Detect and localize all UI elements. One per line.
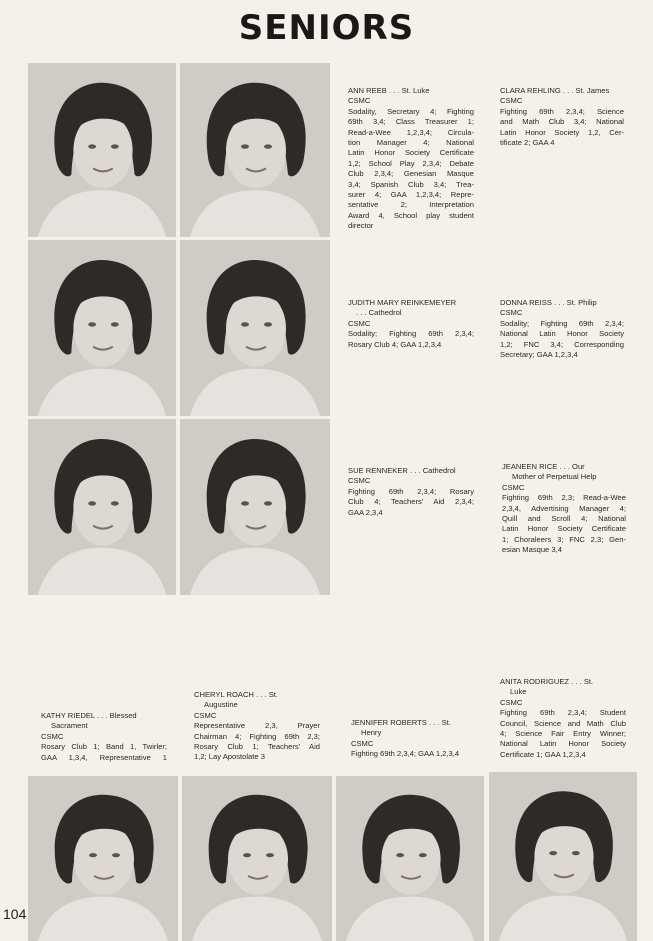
portrait-photo: [180, 419, 330, 595]
portrait-photo: [28, 240, 176, 416]
page-title: SENIORS: [238, 8, 415, 48]
student-name: KATHY RIEDEL . . . Blessed: [41, 711, 137, 720]
student-name: JENNIFER ROBERTS . . . St.: [351, 718, 451, 727]
student-bio: JUDITH MARY REINKEMEYER . . . Cathedrol CSMC Sodality; Fighting 69th 2,3,4; Rosary Club 4; GAA 1,2,3,4: [348, 298, 474, 349]
student-name: ANN REEB . . . St. Luke: [348, 86, 430, 95]
student-name: JUDITH MARY REINKEMEYER: [348, 298, 457, 307]
student-name: CHERYL ROACH . . . St.: [194, 690, 278, 699]
student-bio: SUE RENNEKER . . . Cathedrol CSMC Fighting 69th 2,3,4; Rosary Club 4; Teachers' Aid 2,3,4; GAA 2,3,4: [348, 466, 474, 517]
student-bio: DONNA REISS . . . St. Philip CSMC Sodality; Fighting 69th 2,3,4; National Latin Honor Society 1,2; FNC 3,4; Corresponding Secretary; GAA 1,2,3,4: [500, 298, 624, 360]
portrait-photo: [336, 776, 484, 941]
student-bio: JENNIFER ROBERTS . . . St. Henry CSMC Fighting 69th 2,3,4; GAA 1,2,3,4: [351, 718, 477, 760]
portrait-photo: [28, 776, 178, 941]
portrait-photo: [28, 63, 176, 237]
student-bio: KATHY RIEDEL . . . Blessed Sacrament CSMC Rosary Club 1; Band 1, Twirler; GAA 1,3,4, Representative 1: [41, 711, 167, 762]
student-name: CLARA REHLING . . . St. James: [500, 86, 610, 95]
page-number: 104: [3, 906, 27, 922]
student-name: ANITA RODRIGUEZ . . . St.: [500, 677, 594, 686]
student-name: SUE RENNEKER . . . Cathedrol: [348, 466, 456, 475]
portrait-photo: [182, 776, 332, 941]
portrait-photo: [180, 63, 330, 237]
portrait-photo: [180, 240, 330, 416]
portrait-photo: [28, 419, 176, 595]
student-bio: ANITA RODRIGUEZ . . . St. Luke CSMC Fighting 69th 2,3,4; Student Council, Science and Math Club 4; Science Fair Entry Winner; National Latin Honor Society Certificate 1; GAA 1,2,3,4: [500, 677, 626, 759]
student-bio: ANN REEB . . . St. Luke CSMC Sodality, Secretary 4; Fighting 69th 3,4; Class Treasurer 1; Read-a-Wee 1,2,3,4; Circula- tion Manager 4; National Latin Honor Society Certificate 1,2; School Play 2,3,4; Debate Club 2,3,4; Genesian Masque 3,4; Spanish Club 3,4; Trea- surer 4; GAA 1,2,3,4; Repre- sentative 2; Interpretation Award 4, School play student director: [348, 86, 474, 231]
portrait-photo: [489, 772, 637, 941]
student-bio: CHERYL ROACH . . . St. Augustine CSMC Representative 2,3, Prayer Chairman 4; Fighting 69th 2,3; Rosary Club 1; Teachers' Aid 1,2; Lay Apostolate 3: [194, 690, 320, 762]
student-name: JEANEEN RICE . . . Our: [502, 462, 585, 471]
student-bio: CLARA REHLING . . . St. James CSMC Fighting 69th 2,3,4; Science and Math Club 3,4; National Latin Honor Society 1,2, Cer- tificate 2; GAA 4: [500, 86, 624, 148]
student-name: DONNA REISS . . . St. Philip: [500, 298, 597, 307]
student-bio: JEANEEN RICE . . . Our Mother of Perpetual Help CSMC Fighting 69th 2,3; Read-a-Wee 2,3,4, Advertising Manager 4; Quill and Scroll 4; National Latin Honor Society Certificate 1; Choraleers 3; FNC 2,3; Gen- esian Masque 3,4: [502, 462, 626, 555]
